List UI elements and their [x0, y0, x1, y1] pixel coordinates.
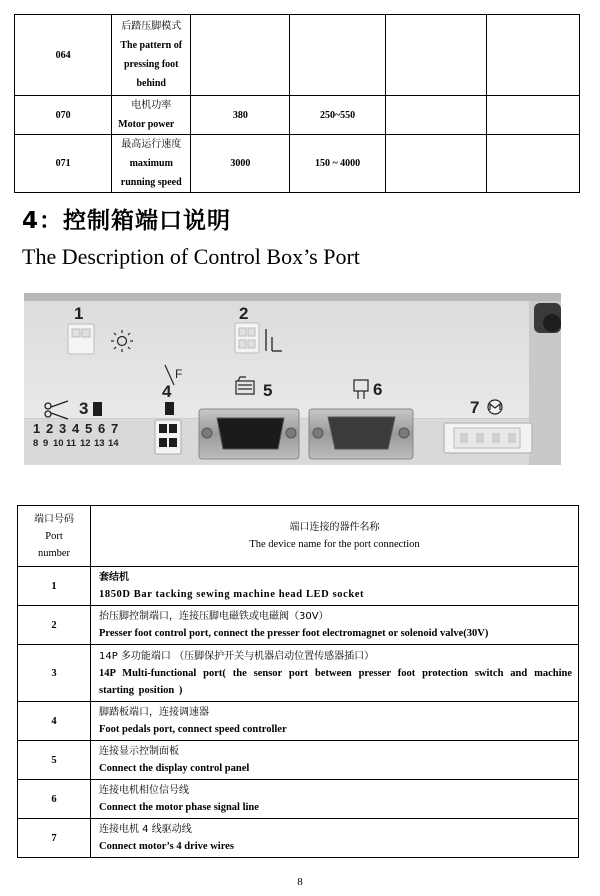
param-name-en: Motor power — [118, 119, 175, 130]
param-empty-cell — [486, 135, 579, 193]
port-description-zh: 套结机 — [99, 572, 129, 583]
param-value: 3000 — [191, 135, 290, 193]
table-row — [18, 567, 579, 606]
param-name — [112, 15, 191, 96]
port-label: 5 — [263, 381, 273, 400]
port-table — [17, 505, 579, 858]
port-number: 6 — [18, 780, 91, 819]
param-code: 071 — [15, 135, 112, 193]
param-code: 070 — [15, 96, 112, 135]
param-name-en: maximum — [129, 158, 173, 169]
pin-number: 11 — [66, 438, 77, 449]
port-description-en: 14P Multi-functional port( the sensor port between presser foot protection switch and machine starting position ) — [99, 667, 572, 696]
param-range: 150 ~ 4000 — [290, 135, 385, 193]
port-number: 2 — [18, 606, 91, 645]
header-port-number-en: Port — [45, 530, 63, 542]
port-description-zh: 脚踏板端口，连接调速器 — [99, 707, 209, 718]
table-row — [15, 15, 580, 96]
motor-icon — [488, 400, 502, 414]
pin-number: 9 — [43, 438, 49, 449]
pin-number: 14 — [108, 438, 119, 449]
table-row — [18, 702, 579, 741]
port-label: 3 — [79, 399, 89, 418]
port-description-zh: 连接电机 4 线驱动线 — [99, 824, 192, 835]
table-row — [15, 96, 580, 135]
param-empty-cell — [385, 15, 486, 96]
header-device-name-en: The device name for the port connection — [249, 539, 420, 550]
port-number: 4 — [18, 702, 91, 741]
parameter-table — [14, 14, 580, 193]
port-description — [91, 606, 579, 645]
port-number: 5 — [18, 741, 91, 780]
param-name-zh: 最高运行速度 — [121, 139, 182, 150]
port-number: 7 — [18, 819, 91, 858]
param-empty-cell — [385, 135, 486, 193]
param-code: 064 — [15, 15, 112, 96]
port-label: 2 — [239, 304, 249, 323]
port-description-zh: 抬压脚控制端口，连接压脚电磁铁或电磁阀（30V） — [99, 611, 329, 622]
pin-number: 13 — [94, 438, 105, 449]
header-port-number — [18, 506, 91, 567]
port-description — [91, 702, 579, 741]
param-name-zh: 后踏压脚模式 — [121, 21, 182, 32]
port-description — [91, 780, 579, 819]
port-description-en: Presser foot control port, connect the presser foot electromagnet or solenoid valve(30V) — [99, 628, 489, 639]
table-row — [18, 780, 579, 819]
port-description-zh: 14P 多功能端口 （压脚保护开关与机器启动位置传感器插口） — [99, 650, 375, 662]
param-empty-cell — [486, 15, 579, 96]
pedal-letter: F — [175, 367, 183, 381]
table-row — [18, 819, 579, 858]
param-name-en: The pattern of — [120, 40, 183, 51]
param-empty-cell — [486, 96, 579, 135]
param-name — [112, 96, 191, 135]
pin-number: 2 — [46, 421, 54, 436]
pin-number: 10 — [53, 438, 64, 449]
pin-number: 1 — [33, 421, 41, 436]
pin-number: 8 — [33, 438, 39, 449]
port-description-en: Foot pedals port, connect speed controller — [99, 724, 287, 735]
pin-number: 6 — [98, 421, 106, 436]
header-device-name — [91, 506, 579, 567]
table-row — [15, 135, 580, 193]
pin-number: 7 — [111, 421, 119, 436]
header-device-name-zh: 端口连接的器件名称 — [289, 522, 380, 533]
port-description-zh: 连接显示控制面板 — [99, 746, 179, 757]
header-port-number-zh: 端口号码 — [34, 513, 74, 525]
param-name — [112, 135, 191, 193]
pin-number: 4 — [72, 421, 80, 436]
section-heading-zh: 4：控制箱端口说明 — [22, 208, 232, 234]
port-number: 3 — [18, 645, 91, 702]
port-description — [91, 819, 579, 858]
table-header-row — [18, 506, 579, 567]
table-row — [18, 645, 579, 702]
param-name-en: pressing foot — [123, 59, 179, 70]
header-port-number-en: number — [37, 547, 71, 559]
param-value — [191, 15, 290, 96]
port-number: 1 — [18, 567, 91, 606]
param-range — [290, 15, 385, 96]
port-description-en: Connect the display control panel — [99, 763, 250, 774]
param-value: 380 — [191, 96, 290, 135]
port-label: 1 — [74, 304, 84, 323]
param-range: 250~550 — [290, 96, 385, 135]
port-description — [91, 645, 579, 702]
param-name-en: running speed — [120, 177, 182, 188]
section-heading-en: The Description of Control Box’s Port — [22, 244, 360, 269]
port-description-zh: 连接电机相位信号线 — [99, 785, 189, 796]
port-description-en: Connect the motor phase signal line — [99, 802, 259, 813]
port-description — [91, 567, 579, 606]
port-description-en: Connect motor’s 4 drive wires — [99, 841, 234, 852]
pin-number: 12 — [80, 438, 91, 449]
port-label: 7 — [470, 398, 480, 417]
port-description-en: 1850D Bar tacking sewing machine head LED socket — [99, 589, 365, 600]
table-row — [18, 606, 579, 645]
port-label: 4 — [162, 382, 172, 401]
pin-number: 5 — [85, 421, 93, 436]
param-empty-cell — [385, 96, 486, 135]
table-row — [18, 741, 579, 780]
param-name-en: behind — [136, 78, 166, 89]
pin-number: 3 — [59, 421, 67, 436]
port-description — [91, 741, 579, 780]
param-name-zh: 电机功率 — [131, 100, 172, 111]
port-label: 6 — [373, 380, 383, 399]
control-box-photo — [24, 293, 561, 465]
page-number: 8 — [297, 876, 303, 888]
